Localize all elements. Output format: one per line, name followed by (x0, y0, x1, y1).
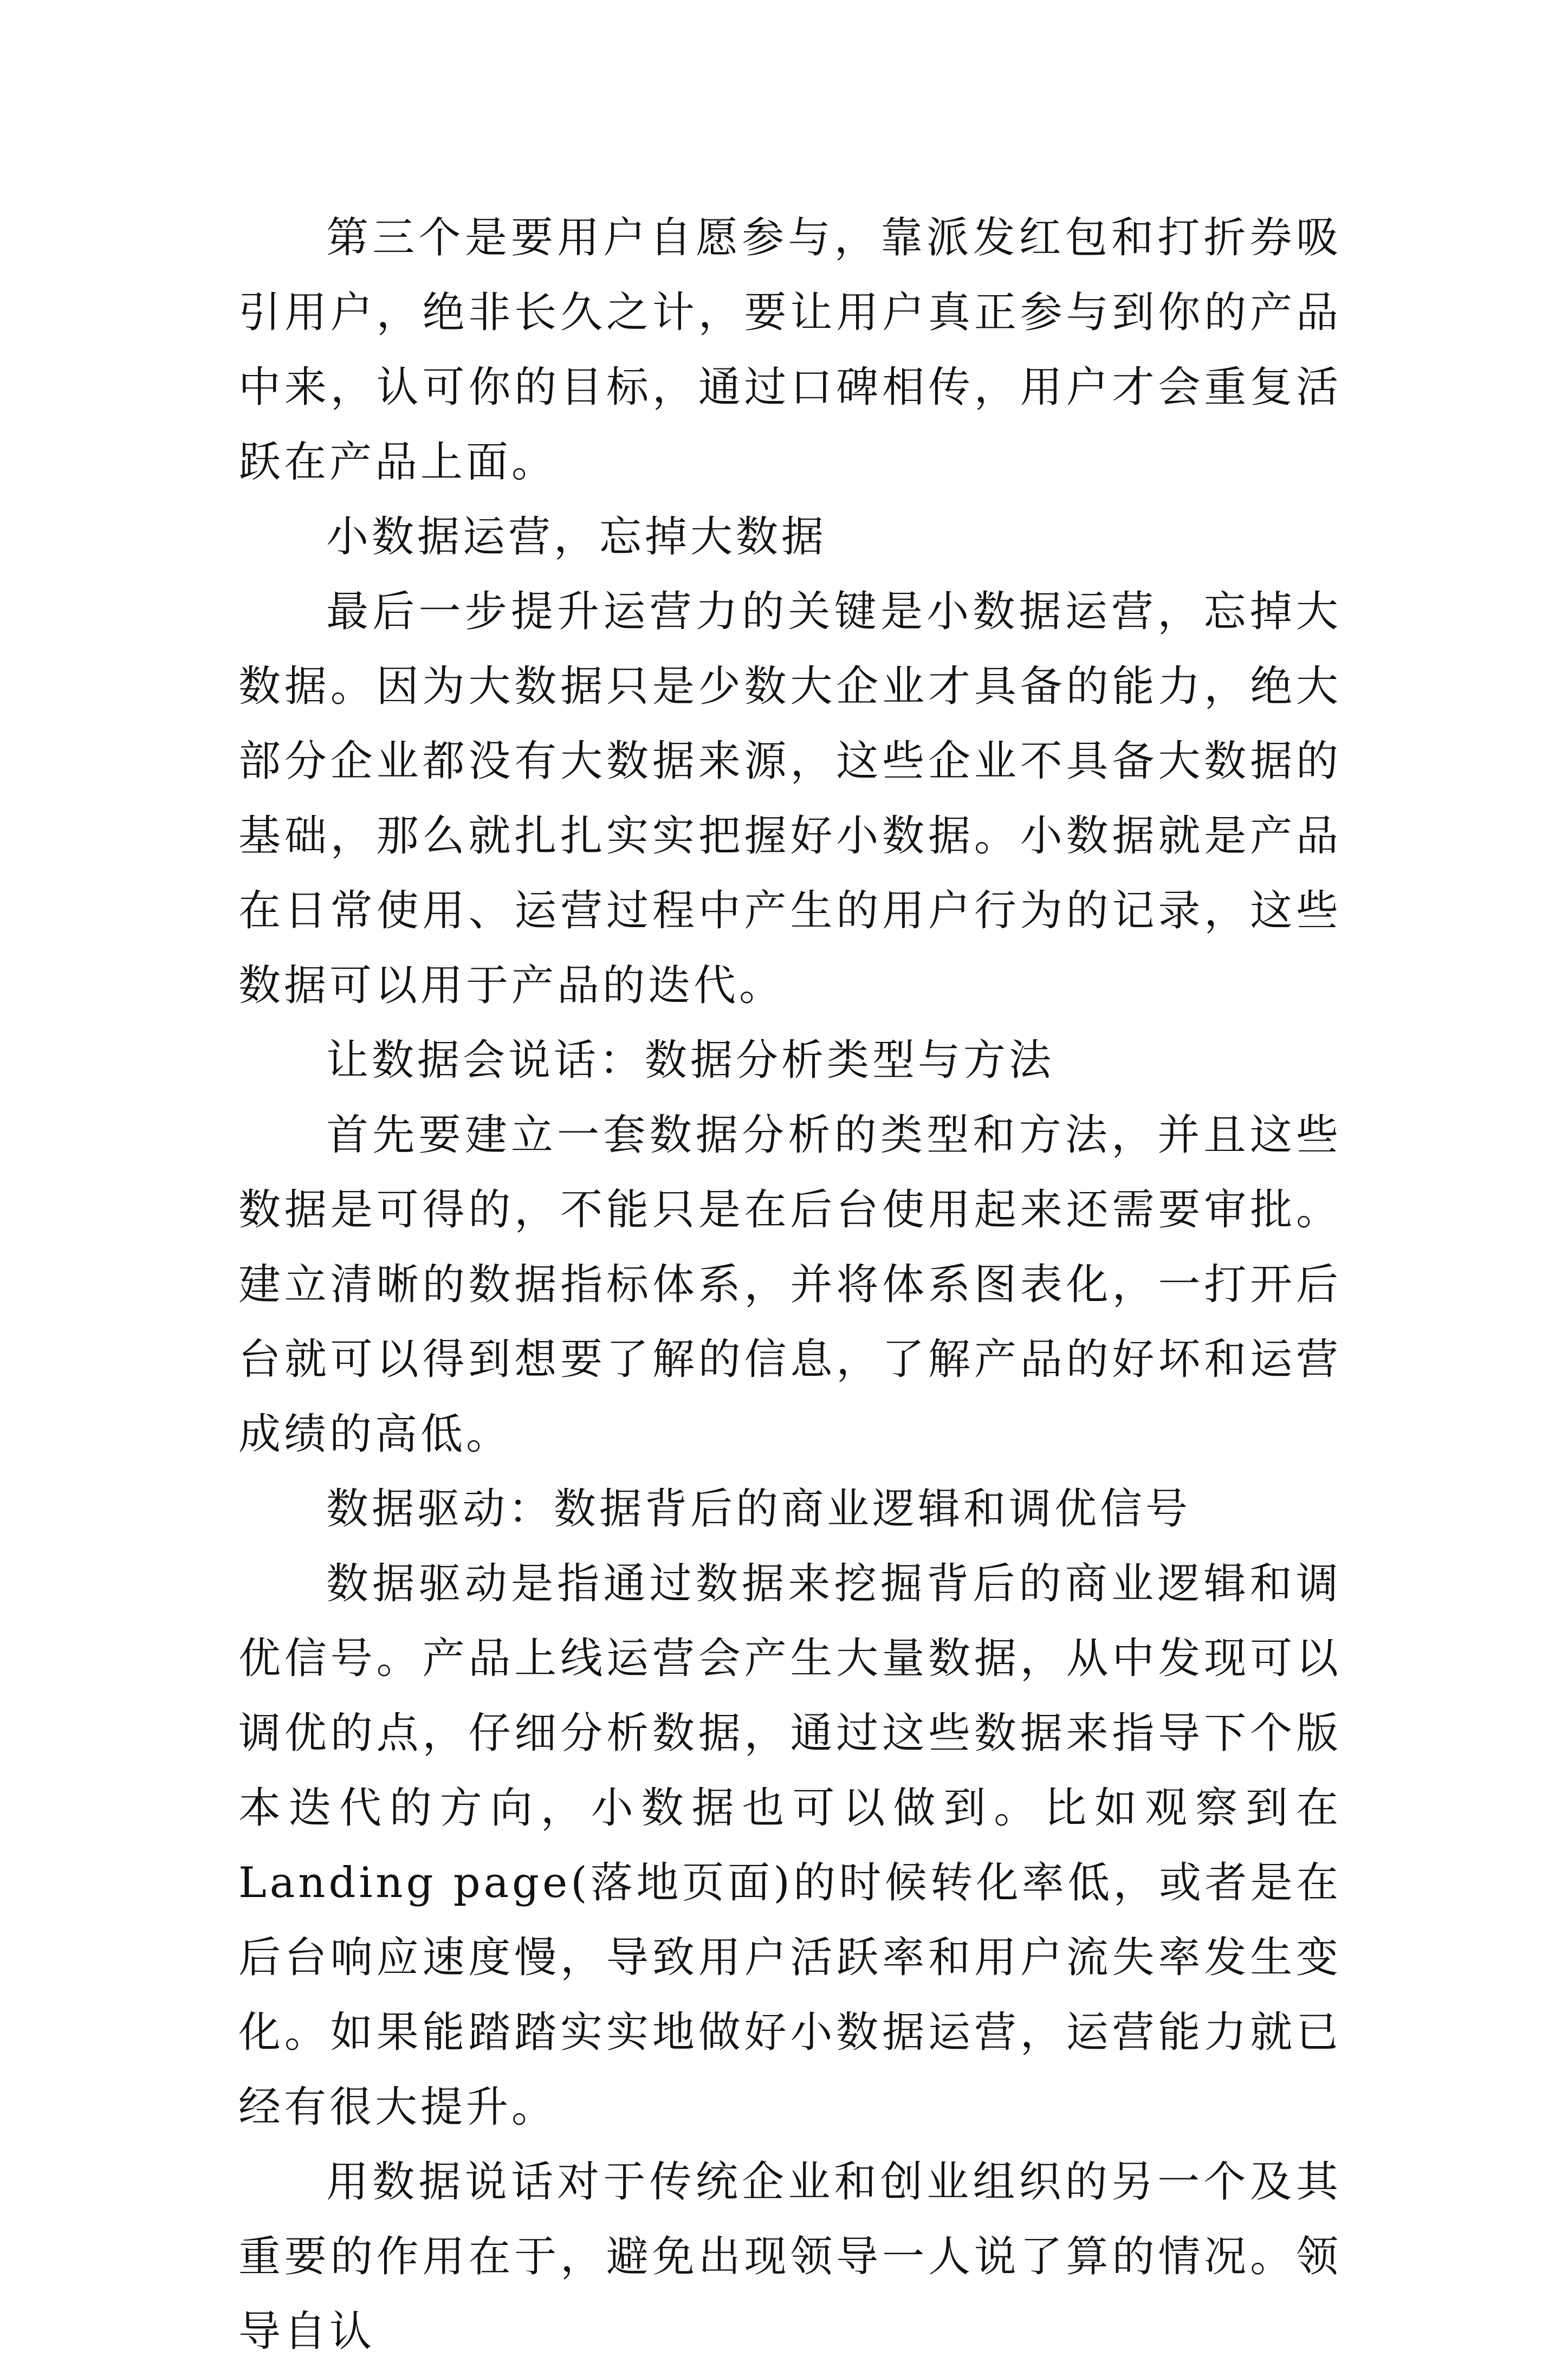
paragraph-small-data-operations: 最后一步提升运营力的关键是小数据运营，忘掉大数据。因为大数据只是少数大企业才具备的能力，绝大部分企业都没有大数据来源，这些企业不具备大数据的基础，那么就扎扎实实把握好小数据。小数据就是产品在日常使用、运营过程中产生的用户行为的记录，这些数据可以用于产品的迭代。 (238, 587, 1342, 1010)
heading-data-analysis: 让数据会说话：数据分析类型与方法 (326, 1036, 1055, 1085)
document-body (238, 200, 1342, 2369)
paragraph-user-participation: 第三个是要用户自愿参与，靠派发红包和打折券吸引用户，绝非长久之计，要让用户真正参与到你的产品中来，认可你的目标，通过口碑相传，用户才会重复活跃在产品上面。 (238, 213, 1342, 487)
paragraph-speak-with-data: 用数据说话对于传统企业和创业组织的另一个及其重要的作用在于，避免出现领导一人说了算的情况。领导自认 (238, 2158, 1342, 2356)
paragraph-data-driven: 数据驱动是指通过数据来挖掘背后的商业逻辑和调优信号。产品上线运营会产生大量数据，从中发现可以调优的点，仔细分析数据，通过这些数据来指导下个版本迭代的方向，小数据也可以做到。比如观察到在Landing page(落地页面)的时候转化率低，或者是在后台响应速度慢，导致用户活跃率和用户流失率发生变化。如果能踏踏实实地做好小数据运营，运营能力就已经有很大提升。 (238, 1559, 1342, 2132)
heading-data-driven: 数据驱动：数据背后的商业逻辑和调优信号 (326, 1485, 1191, 1533)
heading-small-data: 小数据运营，忘掉大数据 (326, 513, 827, 561)
paragraph-data-analysis-methods: 首先要建立一套数据分析的类型和方法，并且这些数据是可得的，不能只是在后台使用起来还需要审批。建立清晰的数据指标体系，并将体系图表化，一打开后台就可以得到想要了解的信息，了解产品的好坏和运营成绩的高低。 (238, 1111, 1342, 1459)
